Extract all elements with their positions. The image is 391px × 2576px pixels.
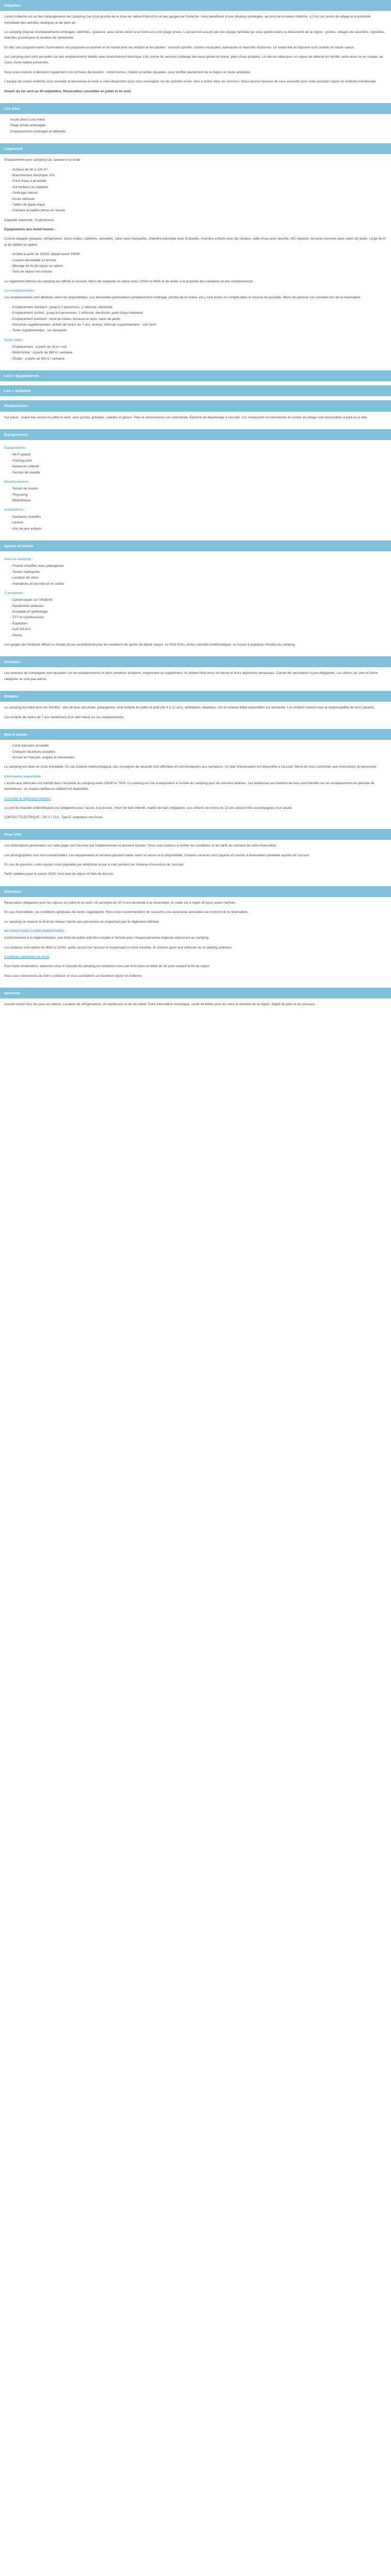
- logement-intro: Emplacement pour camping-car, caravane ou tente :: [4, 158, 83, 162]
- equip-title: Équipements des mobil-homes :: [4, 228, 56, 231]
- list-item: - Surface de 80 à 120 m²: [10, 167, 47, 172]
- sports-text: Les gorges de l'Ardèche offrent un terrain de jeu exceptionnel pour les amateurs de sports de pleine nature. Le Pont d'Arc, arche naturelle emblématique, se trouve à quelques minutes du camping.: [4, 642, 296, 647]
- section-title-sports: Sports et loisirs: [0, 540, 391, 551]
- section-title-services: Services: [0, 988, 391, 998]
- list-item: - Ménage de fin de séjour en option: [10, 264, 63, 268]
- list-item: Plage privée aménagée: [10, 124, 46, 128]
- list-item: - Caution demandée à l'arrivée: [10, 258, 56, 262]
- list-item: - Point d'eau à proximité: [10, 179, 46, 183]
- list-item: - Pêche: [10, 633, 22, 637]
- pour-info-text: En cas de question, notre équipe reste joignable par téléphone et par e-mail pendant les horaires d'ouverture de l'accueil.: [4, 862, 185, 867]
- attention-text: Le camping se réserve le droit de refuser l'accès aux personnes ne respectant pas le règlement intérieur.: [4, 920, 160, 924]
- section-sports: [0, 540, 391, 656]
- bon-a-savoir-text: Le camping est situé en zone inondable. En cas d'alerte météorologique, des consignes de sécurité sont affichées et communiquées aux campeurs. Un plan d'évacuation est disponible à l'accueil. Merci de vous conformer aux instructions du personnel.: [4, 765, 377, 769]
- bon-a-savoir-sub-text: L'accès aux véhicules est interdit dans l'enceinte du camping entre 23h00 et 7h00. Un parking est mis à disposition à l'entrée du camping pour les arrivées tardives. Les barbecues au charbon de bois sont interdits sur les emplacements en période de sécheresse ; un espace barbecue collectif est disponible.: [4, 782, 374, 791]
- list-item: - VTT et cyclotourisme: [10, 616, 44, 620]
- attention-text: Les visiteurs sont admis de 9h00 à 21h00, après accord de l'accueil et moyennant un droit d'entrée. Ils doivent garer leur véhicule sur le parking extérieur.: [4, 945, 233, 950]
- section-equipements: [0, 429, 391, 540]
- capacity-label: Capacité maximale : 6 personnes: [4, 218, 54, 222]
- section-title-logement: Logement: [0, 143, 391, 154]
- list-item: - Sol herbeux ou stabilisé: [10, 185, 48, 189]
- pour-info-text: Tarifs valables pour la saison 2024, hors taxe de séjour et frais de dossier.: [4, 872, 115, 876]
- attention-text: Nous vous remercions de votre confiance et vous souhaitons un excellent séjour en Ardèche.: [4, 974, 143, 978]
- page: [0, 0, 391, 1016]
- situation-para: Le camping dispose d'emplacements ombragés, délimités, spacieux, avec accès direct à la rivière et à une plage privée. L'accueil est assuré par une équipe familiale qui vous guidera dans la découverte de la région : grottes, villages de caractère, vignobles, marchés provençaux et sentiers de randonnée.: [4, 30, 385, 40]
- section-title-situation: Situation: [0, 0, 391, 11]
- list-item: - Parking privé: [10, 459, 32, 463]
- subheading: À proximité :: [4, 591, 25, 595]
- list-item: - Chalet : à partir de 450 € / semaine: [10, 357, 65, 361]
- subheading: Information importante: [4, 774, 41, 778]
- attention-text: Pour toute réclamation, adressez-vous à l'accueil du camping ou contactez-nous par écrit dans un délai de 30 jours suivant la fin du séjour.: [4, 964, 210, 969]
- list-item: - Animations en journée et en soirée: [10, 582, 64, 586]
- list-item: - Randonnée pédestre: [10, 604, 44, 608]
- list-item: - Ping-pong: [10, 493, 28, 497]
- list-item: - Barbecue collectif: [10, 465, 39, 469]
- list-item: - Golf (15 km): [10, 628, 31, 632]
- reglement-link[interactable]: Consulter le règlement intérieur: [4, 796, 51, 801]
- list-item: - Emplacement : à partir de 18 € / nuit: [10, 345, 67, 349]
- list-item: - Branchement électrique 10A: [10, 174, 55, 177]
- list-item: - Emplacement premium : bord de rivière, terrasse en bois, salon de jardin: [10, 317, 121, 321]
- list-item: - Bibliothèque: [10, 499, 31, 502]
- list-item: - Aire de jeux enfants: [10, 527, 42, 531]
- list-item: - Tables de pique-nique: [10, 202, 45, 207]
- animaux-text: Les animaux de compagnie sont acceptés sur les emplacements et dans certaines locations, moyennant un supplément. Ils doivent être tenus en laisse et leurs déjections ramassées. Carnet de vaccination à jour obligatoire. Les chiens de 1ère et 2ème catégorie ne sont pas admis.: [4, 671, 378, 681]
- section-title-plus-activites: Les + activités: [0, 385, 391, 396]
- list-item: - Animaux acceptés (tenus en laisse): [10, 209, 66, 213]
- list-item: - Tente supplémentaire : sur demande: [10, 329, 67, 333]
- subheading: Les emplacements :: [4, 289, 37, 293]
- list-item: - Location de vélos: [10, 576, 39, 580]
- section-title-bon-a-savoir: Bon à savoir: [0, 729, 391, 740]
- subheading: Installations :: [4, 508, 26, 512]
- list-item: - Taxe de séjour non incluse: [10, 270, 52, 274]
- list-item: - Emplacement standard : jusqu'à 2 personnes, 1 véhicule, électricité: [10, 305, 113, 309]
- section-services: [0, 988, 391, 1016]
- situation-para: Nous vous invitons à découvrir également nos formules de location : mobil-homes, chalets et tentes équipées, pour profiter pleinement de la région en toute simplicité.: [4, 70, 251, 74]
- list-item: - Escalade et spéléologie: [10, 610, 48, 614]
- section-restauration: [0, 400, 391, 429]
- section-title-equipements: Équipements: [0, 429, 391, 440]
- list-item: - Sanitaires chauffés: [10, 515, 41, 519]
- section-title-plus-equipements: Les + équipements: [0, 370, 391, 381]
- list-item: - Emplacement confort : jusqu'à 6 personnes, 1 véhicule, électricité, point d'eau individuel: [10, 311, 143, 315]
- attention-text: Réservation obligatoire pour les séjours en juillet et en août. Un acompte de 30 % est demandé à la réservation, le solde est à régler 30 jours avant l'arrivée.: [4, 901, 236, 905]
- attention-text: En cas d'annulation, les conditions générales de vente s'appliquent. Nous vous recommandons de souscrire une assurance annulation au moment de la réservation.: [4, 910, 249, 914]
- list-item: - Accès véhicule: [10, 197, 35, 201]
- contact-electrique: CONTACT ÉLECTRIQUE : 230 V / 10 A · Type E. Adaptateur non fourni.: [4, 816, 104, 819]
- list-item: - Service de navette: [10, 470, 40, 474]
- section-logement: [0, 143, 391, 370]
- pour-info-text: Les informations présentées sur cette page sont fournies par l'établissement et peuvent évoluer. Nous vous invitons à vérifier les conditions et les tarifs au moment de votre réservation.: [4, 844, 278, 848]
- list-item: - Canoë-kayak sur l'Ardèche: [10, 598, 53, 602]
- equip-text: Cuisine équipée (plaques, réfrigérateur, micro-ondes, cafetière, vaisselle), salon avec banquette, chambre parentale avec lit double, chambre enfants avec lits simples, salle d'eau avec douche, WC séparés, terrasse couverte avec salon de jardin. Linge de lit et de toilette en option.: [4, 237, 386, 247]
- services-text: Accueil ouvert tous les jours en saison. Location de réfrigérateurs, de barbecues et de kits bébé. Point information touristique, vente de billets pour les sites et activités de la région. Dépôt de pain et de journaux.: [4, 1003, 316, 1007]
- attention-text: Conformément à la réglementation, une fiche de police doit être remplie à l'arrivée pour chaque personne majeure séjournant au camping.: [4, 936, 209, 940]
- list-item: - Laverie: [10, 521, 24, 525]
- list-item: - Carte bancaire acceptée: [10, 744, 49, 748]
- situation-para: En été, une programmation d'animations est proposée en journée et en soirée pour les enfants et les adultes : tournois sportifs, soirées musicales, spectacles et marchés nocturnes. Le snack-bar et l'épicerie sont ouverts en haute saison.: [4, 45, 355, 49]
- section-title-animaux: Animaux: [0, 656, 391, 667]
- pour-info-text: Les photographies sont non contractuelles. Les équipements et services peuvent varier selon la saison et la disponibilité. Certains services sont payants et soumis à réservation préalable auprès de l'accueil.: [4, 853, 310, 857]
- sub1-text: Les emplacements sont attribués selon les disponibilités. Les demandes particulières (emplacement ombragé, proche de la rivière, etc.) sont prises en compte dans la mesure du possible. Merci de préciser vos souhaits lors de la réservation.: [4, 296, 362, 300]
- section-attention: [0, 886, 391, 988]
- list-item: - Chèques vacances acceptés: [10, 750, 56, 754]
- enfants-text: Le camping est idéal pour les familles : aire de jeux sécurisée, pataugeoire, club enfants en juillet et août (de 4 à 12 ans), animations adaptées. Lits et chaises bébé disponibles sur demande. Les enfants restent sous la responsabilité de leurs parents.: [4, 706, 375, 710]
- list-item: Emplacements ombragés et délimités: [10, 129, 67, 133]
- enfants-note: Les enfants de moins de 7 ans bénéficient d'un tarif réduit sur les emplacements.: [4, 715, 125, 719]
- section-situation: [0, 0, 391, 103]
- section-plus-equipements: [0, 370, 391, 385]
- section-title-enfants: Enfants: [0, 691, 391, 702]
- situation-para: Loisirs Ardèche est un des hébergements de Camping-Car-Club proche de la zone de Vallon-Pont-d'Arc et des gorges de l'Ardèche. Vous bénéficiez d'une situation privilégiée, au bord de la rivière Ardèche, à 2 km du centre du village et à proximité immédiate des activités nautiques et de plein air.: [4, 15, 371, 25]
- section-pour-info: [0, 829, 391, 886]
- section-title-restauration: Restauration: [0, 400, 391, 411]
- bon-a-savoir-extra: Le port du bracelet d'identification est obligatoire pour l'accès à la piscine. Short de bain interdit, maillot de bain obligatoire. Les enfants de moins de 12 ans doivent être accompagnés d'un adulte.: [4, 806, 293, 810]
- restauration-text: Sur place : snack-bar ouvert en juillet et août, avec pizzas, grillades, salades et glaces. Pain et viennoiseries sur commande. Épicerie de dépannage à l'accueil. Les restaurants et commerces du centre du village sont accessibles à pied ou à vélo.: [4, 415, 368, 419]
- section-title-les-plus: Les plus: [0, 103, 391, 114]
- list-item: Accès direct à la rivière: [10, 118, 45, 122]
- list-item: - Terrain de boules: [10, 487, 38, 491]
- list-item: - Accueil en français, anglais et néerlandais: [10, 755, 75, 759]
- list-item: - Piscine chauffée avec pataugeoire: [10, 564, 64, 568]
- section-title-pour-info: Pour info: [0, 829, 391, 840]
- list-item: - Ombrage naturel: [10, 191, 38, 195]
- list-item: - Wi-Fi gratuit: [10, 453, 30, 457]
- section-enfants: [0, 691, 391, 729]
- section-bon-a-savoir: [0, 729, 391, 829]
- list-item: - Mobil-home : à partir de 380 € / semaine: [10, 351, 73, 355]
- section-title-attention: Attention: [0, 886, 391, 897]
- subheading: Tarifs 2024 :: [4, 338, 24, 342]
- section-animaux: [0, 656, 391, 691]
- list-item: - Arrivée à partir de 15h00, départ avant 10h00: [10, 252, 80, 257]
- situation-para: Les camping-cars sont accueillis sur des emplacements dédiés avec branchement électrique 10A, borne de services (vidange des eaux grises et noires, plein d'eau potable). Le site est idéal pour un séjour de détente en famille, entre amis ou en couple, au coeur d'une nature préservée.: [4, 55, 383, 65]
- section-plus-activites: [0, 385, 391, 400]
- subheading: Équipements :: [4, 446, 27, 450]
- section-les-plus: [0, 103, 391, 143]
- rules-text: Le règlement intérieur du camping est affiché à l'accueil. Merci de respecter le calme entre 22h00 et 8h00 et de veiller à la propreté des sanitaires et des emplacements.: [4, 279, 254, 283]
- cgv-link[interactable]: Conditions générales de vente: [4, 955, 50, 959]
- situation-para: L'équipe de Loisirs Ardèche vous souhaite la bienvenue et reste à votre disposition pour vous renseigner sur les activités et les sites à visiter dans les environs. Nous serons heureux de vous accueillir pour votre prochain séjour en Ardèche méridionale.: [4, 80, 377, 84]
- list-item: - Terrain multisports: [10, 570, 40, 574]
- subheading: Divertissement :: [4, 480, 30, 484]
- list-item: - Personne supplémentaire, enfant de moins de 7 ans, animal, véhicule supplémentaire : voir tarifs: [10, 323, 156, 327]
- situation-footer: Ouvert du 1er avril au 30 septembre. Réservation conseillée en juillet et en août.: [4, 89, 132, 93]
- subheading: Dans le camping :: [4, 557, 33, 561]
- list-item: - Équitation: [10, 621, 27, 625]
- subheading: INFORMATIONS COMPLÉMENTAIRES :: [4, 929, 67, 933]
